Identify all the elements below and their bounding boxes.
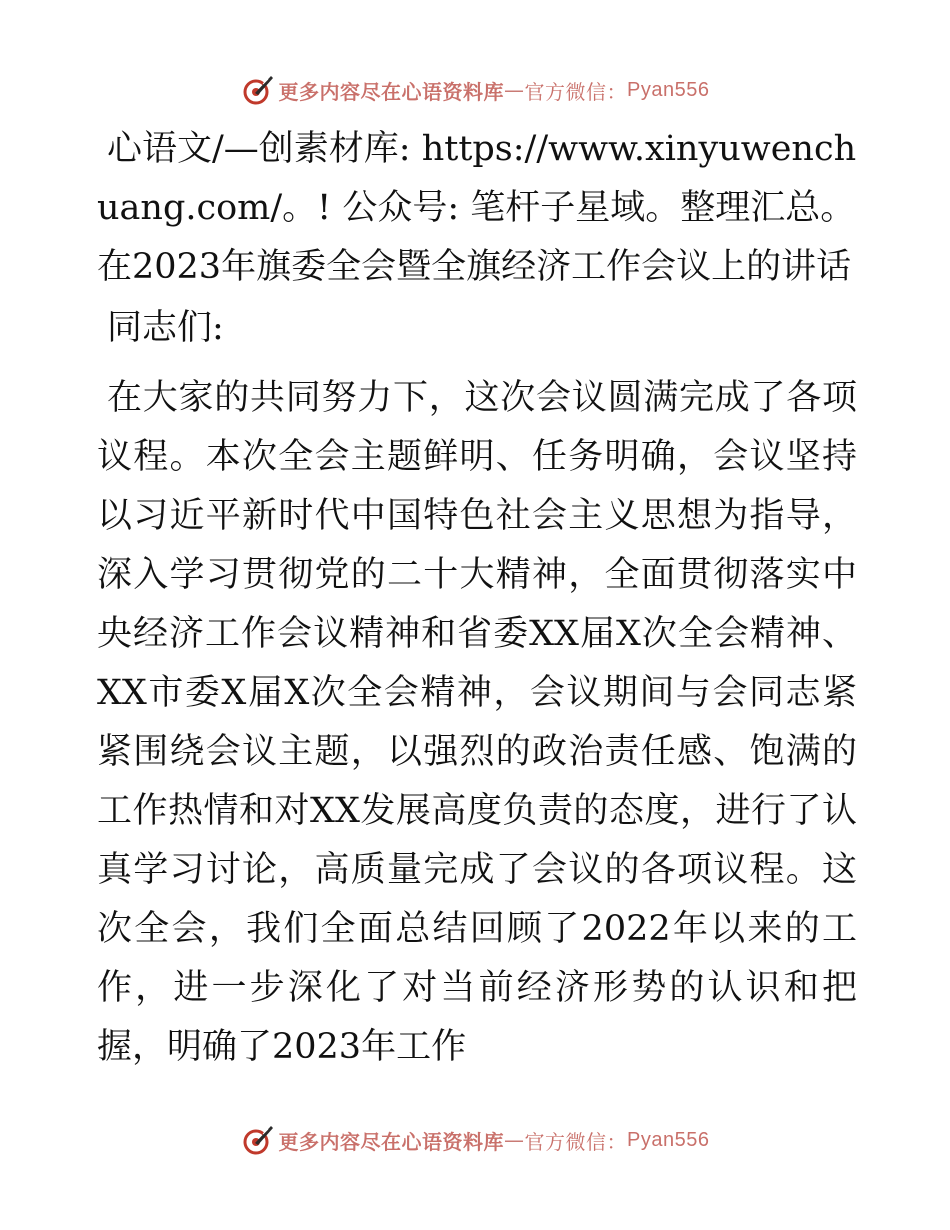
- banner-brand-text: 更多内容尽在心语资料库: [278, 1129, 505, 1154]
- banner-contact-label: 官方微信：: [524, 1129, 628, 1154]
- banner-separator: —: [504, 78, 525, 102]
- document-title: [97, 120, 857, 297]
- document-body: [97, 120, 857, 1077]
- title-text: 心语文/—创素材库: https://www.xinyuwenchuang.com/。! 公众号: 笔杆子星域。整理汇总。在2023年旗委全会暨全旗经济工作会议上的讲话: [97, 129, 857, 287]
- banner-separator: —: [504, 1128, 525, 1152]
- quill-logo-icon: [241, 73, 275, 107]
- banner-brand-text: 更多内容尽在心语资料库: [278, 79, 505, 104]
- header-watermark-banner: [0, 70, 950, 110]
- banner-contact-id: Pyan556: [627, 1128, 710, 1151]
- quill-logo-icon: [241, 1123, 275, 1157]
- salutation: 同志们:: [107, 308, 224, 348]
- body-paragraph-text: 在大家的共同努力下，这次会议圆满完成了各项议程。本次全会主题鲜明、任务明确，会议坚持以习近平新时代中国特色社会主义思想为指导，深入学习贯彻党的二十大精神，全面贯彻落实中央经济工作会议精神和省委XX届X次全会精神、XX市委X届X次全会精神，会议期间与会同志紧紧围绕会议主题，以强烈的政治责任感、饱满的工作热情和对XX发展高度负责的态度，进行了认真学习讨论，高质量完成了会议的各项议程。这次全会，我们全面总结回顾了2022年以来的工作，进一步深化了对当前经济形势的认识和把握，明确了2023年工作: [97, 378, 857, 1067]
- body-paragraph: [97, 369, 857, 1077]
- banner-contact-id: Pyan556: [627, 78, 710, 101]
- banner-contact-label: 官方微信：: [524, 79, 628, 104]
- footer-watermark-banner: [0, 1120, 950, 1160]
